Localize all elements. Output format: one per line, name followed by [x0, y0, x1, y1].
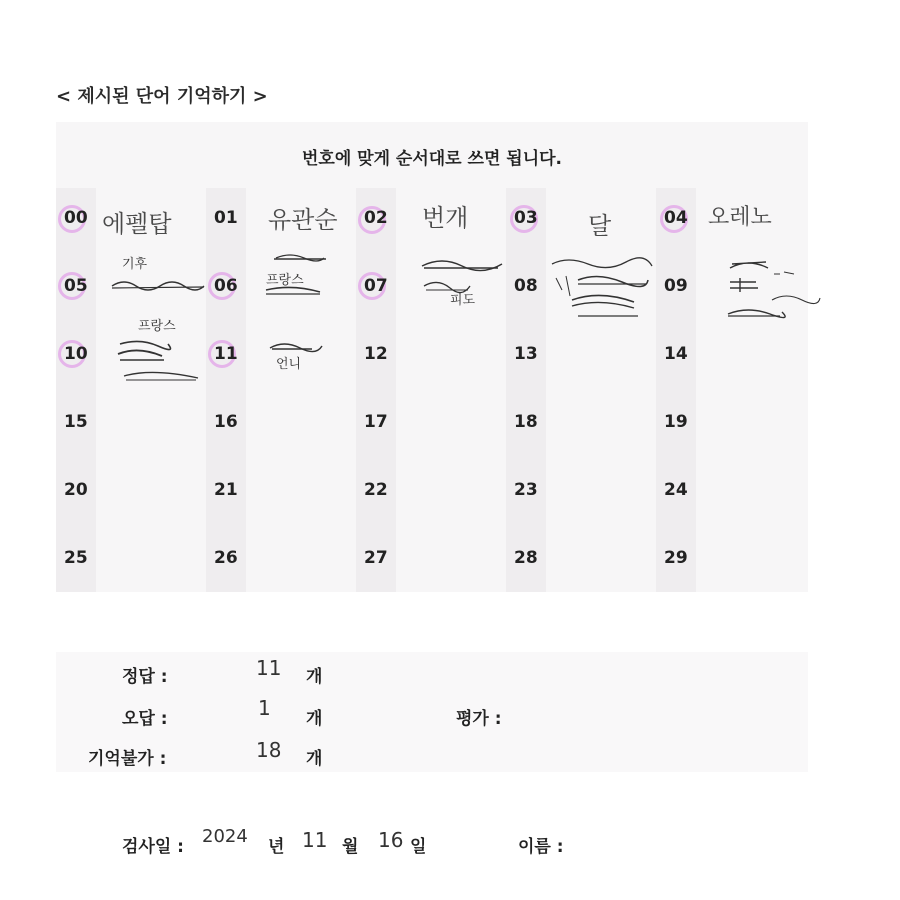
year-unit: 년	[268, 837, 285, 857]
crossed-out-writing	[112, 334, 204, 386]
correct-label: 정답 :	[122, 667, 168, 687]
item-number: 01	[214, 208, 238, 228]
item-number: 02	[364, 208, 388, 228]
item-number: 28	[514, 548, 538, 568]
item-number: 13	[514, 344, 538, 364]
item-number: 15	[64, 412, 88, 432]
crossed-out-writing	[266, 336, 326, 356]
month-unit: 월	[342, 837, 359, 857]
item-number: 16	[214, 412, 238, 432]
forgot-label: 기억불가 :	[88, 749, 167, 769]
handwritten-answer: 기후	[122, 257, 148, 272]
item-number: 12	[364, 344, 388, 364]
handwritten-answer: 에펠탑	[102, 210, 172, 238]
name-label: 이름 :	[518, 837, 564, 857]
item-number: 07	[364, 276, 388, 296]
test-month: 11	[302, 828, 328, 852]
handwritten-answer: 프랑스	[138, 319, 176, 334]
item-number: 06	[214, 276, 238, 296]
forgot-unit: 개	[306, 749, 323, 769]
test-day: 16	[378, 828, 404, 852]
item-number: 21	[214, 480, 238, 500]
evaluation-label: 평가 :	[456, 709, 502, 729]
crossed-out-writing	[548, 250, 658, 324]
crossed-out-writing	[418, 250, 508, 300]
item-number: 17	[364, 412, 388, 432]
item-number: 18	[514, 412, 538, 432]
item-number: 11	[214, 344, 238, 364]
page-title: < 제시된 단어 기억하기 >	[56, 86, 268, 107]
grid-stripe	[356, 188, 396, 592]
item-number: 24	[664, 480, 688, 500]
score-summary	[56, 652, 808, 772]
handwritten-answer: 언니	[276, 357, 302, 372]
grid-stripe	[206, 188, 246, 592]
test-date-label: 검사일 :	[122, 837, 184, 857]
wrong-label: 오답 :	[122, 709, 168, 729]
correct-unit: 개	[306, 667, 323, 687]
handwritten-answer: 오레노	[708, 205, 772, 230]
item-number: 25	[64, 548, 88, 568]
item-number: 00	[64, 208, 88, 228]
grid-stripe	[656, 188, 696, 592]
item-number: 22	[364, 480, 388, 500]
grid-stripe	[506, 188, 546, 592]
item-number: 23	[514, 480, 538, 500]
grid-stripe	[56, 188, 96, 592]
item-number: 27	[364, 548, 388, 568]
item-number: 26	[214, 548, 238, 568]
forgot-count: 18	[256, 738, 282, 762]
item-number: 14	[664, 344, 688, 364]
handwritten-answer: 달	[588, 212, 612, 240]
item-number: 09	[664, 276, 688, 296]
wrong-unit: 개	[306, 709, 323, 729]
handwritten-answer: 유관순	[268, 206, 338, 234]
handwritten-answer: 피도	[450, 293, 476, 308]
correct-count: 11	[256, 656, 282, 680]
crossed-out-writing	[722, 252, 822, 324]
item-number: 10	[64, 344, 88, 364]
handwritten-answer: 프랑스	[266, 273, 304, 288]
item-number: 03	[514, 208, 538, 228]
item-number: 08	[514, 276, 538, 296]
wrong-count: 1	[258, 696, 271, 720]
handwritten-answer: 번개	[422, 204, 469, 232]
item-number: 19	[664, 412, 688, 432]
instruction-text: 번호에 맞게 순서대로 쓰면 됩니다.	[301, 149, 563, 169]
test-year: 2024	[202, 826, 248, 847]
crossed-out-writing	[262, 250, 358, 300]
item-number: 29	[664, 548, 688, 568]
item-number: 20	[64, 480, 88, 500]
crossed-out-writing	[110, 276, 206, 294]
item-number: 05	[64, 276, 88, 296]
item-number: 04	[664, 208, 688, 228]
day-unit: 일	[410, 837, 427, 857]
